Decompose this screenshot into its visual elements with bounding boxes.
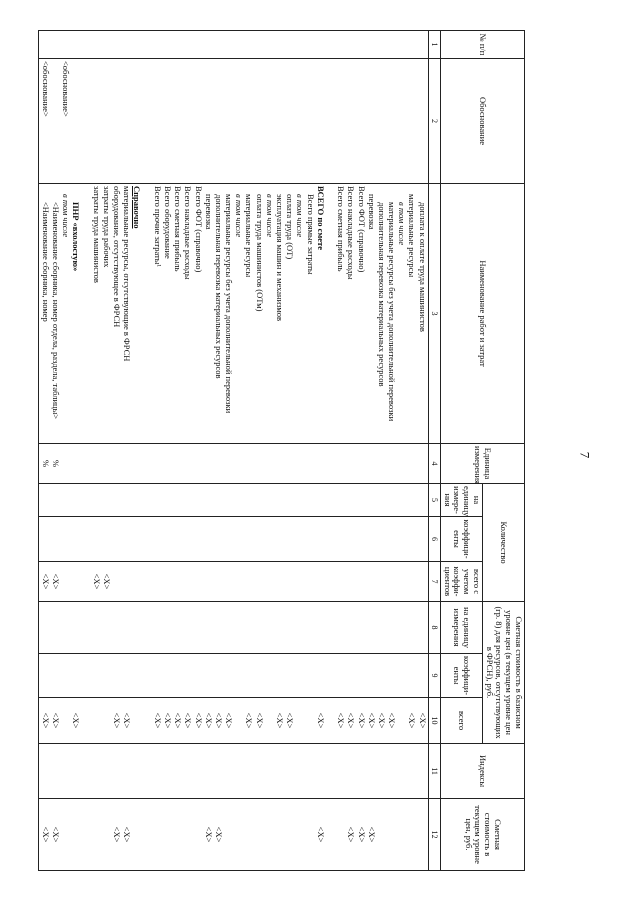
row-unit-34 bbox=[80, 446, 90, 481]
row-basis-3 bbox=[396, 61, 406, 181]
row-cost-total-22: <X> bbox=[203, 712, 214, 729]
row-unit-18 bbox=[243, 446, 253, 481]
row-name-8: Всего накладные расходы bbox=[346, 186, 357, 280]
row-cost-total-18: <X> bbox=[244, 712, 255, 729]
row-basis-12 bbox=[304, 61, 314, 181]
row-name-27: Всего прочие затраты¹ bbox=[152, 186, 163, 268]
row-current-cost-21: <X> bbox=[213, 826, 224, 843]
row-basis-16 bbox=[264, 61, 274, 181]
row-basis-25 bbox=[172, 61, 182, 181]
row-unit-36 bbox=[60, 446, 70, 481]
row-basis-30 bbox=[121, 61, 131, 181]
header-col-cost-coefficients: коэффици-енты bbox=[440, 654, 482, 698]
row-name-32: затраты труда рабочих bbox=[101, 186, 112, 268]
row-basis-24 bbox=[182, 61, 192, 181]
row-basis-11 bbox=[315, 61, 325, 181]
row-cost-total-8: <X> bbox=[346, 712, 357, 729]
row-cost-total-24: <X> bbox=[183, 712, 194, 729]
row-name-18: материальные ресурсы bbox=[244, 194, 255, 278]
row-cost-total-28 bbox=[141, 700, 151, 741]
row-qty-total-6 bbox=[366, 564, 376, 599]
row-current-cost-38: <X> bbox=[40, 826, 51, 843]
row-current-cost-1 bbox=[417, 801, 427, 868]
estimate-table bbox=[38, 30, 525, 871]
row-current-cost-36 bbox=[60, 801, 70, 868]
row-name-14: оплата труда (ОТ) bbox=[285, 194, 296, 260]
row-unit-6 bbox=[366, 446, 376, 481]
column-number: 7 bbox=[428, 562, 440, 602]
row-unit-10 bbox=[325, 446, 335, 481]
row-current-cost-9 bbox=[335, 801, 345, 868]
row-current-cost-14 bbox=[284, 801, 294, 868]
row-cost-total-3 bbox=[396, 700, 406, 741]
row-qty-total-34 bbox=[80, 564, 90, 599]
row-name-23: Всего ФОТ (справочно) bbox=[193, 186, 204, 273]
row-qty-total-9 bbox=[335, 564, 345, 599]
row-current-cost-35 bbox=[70, 801, 80, 868]
row-current-cost-19 bbox=[233, 801, 243, 868]
row-current-cost-30: <X> bbox=[122, 826, 133, 843]
row-qty-total-10 bbox=[325, 564, 335, 599]
row-cost-total-9: <X> bbox=[336, 712, 347, 729]
row-unit-31 bbox=[111, 446, 121, 481]
row-qty-total-21 bbox=[213, 564, 223, 599]
row-basis-2 bbox=[406, 61, 416, 181]
row-unit-24 bbox=[182, 446, 192, 481]
cells-number bbox=[38, 31, 428, 59]
row-basis-22 bbox=[203, 61, 213, 181]
header-col-indices: Индексы bbox=[440, 744, 524, 799]
column-number: 5 bbox=[428, 484, 440, 517]
row-name-5: дополнительная перевозка материальных ресурсов bbox=[376, 202, 387, 387]
row-name-37: <Наименование сборника, номер отдела, раздела, таблицы> bbox=[50, 202, 61, 420]
row-cost-total-14: <X> bbox=[285, 712, 296, 729]
row-current-cost-37: <X> bbox=[50, 826, 61, 843]
row-cost-total-16 bbox=[264, 700, 274, 741]
row-current-cost-5 bbox=[376, 801, 386, 868]
row-cost-total-33 bbox=[91, 700, 101, 741]
row-cost-total-12 bbox=[304, 700, 314, 741]
row-cost-total-20: <X> bbox=[224, 712, 235, 729]
column-number-row bbox=[428, 31, 440, 871]
row-qty-total-2 bbox=[406, 564, 416, 599]
column-number: 11 bbox=[428, 744, 440, 799]
column-number: 9 bbox=[428, 654, 440, 698]
row-qty-total-24 bbox=[182, 564, 192, 599]
row-qty-total-1 bbox=[417, 564, 427, 599]
column-number: 12 bbox=[428, 799, 440, 871]
cells-cost-per-unit bbox=[38, 602, 428, 654]
header-col-per-unit: на единицу измере-ния bbox=[440, 484, 482, 517]
row-name-34 bbox=[80, 186, 90, 441]
column-number: 10 bbox=[428, 698, 440, 744]
row-basis-26 bbox=[162, 61, 172, 181]
row-unit-12 bbox=[304, 446, 314, 481]
row-qty-total-25 bbox=[172, 564, 182, 599]
row-unit-27 bbox=[152, 446, 162, 481]
row-basis-28 bbox=[141, 61, 151, 181]
row-basis-8 bbox=[345, 61, 355, 181]
row-unit-8 bbox=[345, 446, 355, 481]
row-unit-3 bbox=[396, 446, 406, 481]
row-name-17: оплата труда машинистов (ОТм) bbox=[254, 194, 265, 312]
row-cost-total-21: <X> bbox=[213, 712, 224, 729]
row-cost-total-19 bbox=[233, 700, 243, 741]
row-cost-total-34 bbox=[80, 700, 90, 741]
row-unit-13 bbox=[294, 446, 304, 481]
row-qty-total-4 bbox=[386, 564, 396, 599]
row-name-35: ПНР «вхолостую» bbox=[71, 202, 82, 272]
header-cost-group: Сметная стоимость в базисном уровне цен (в текущем уровне цен (гр. 8) для ресурсов, отсутствующих в ФРСН), руб. bbox=[482, 602, 524, 744]
row-basis-17 bbox=[254, 61, 264, 181]
row-unit-5 bbox=[376, 446, 386, 481]
column-number: 6 bbox=[428, 517, 440, 562]
row-current-cost-6: <X> bbox=[366, 826, 377, 843]
row-qty-total-28 bbox=[141, 564, 151, 599]
row-basis-14 bbox=[284, 61, 294, 181]
row-current-cost-2 bbox=[406, 801, 416, 868]
column-number: 2 bbox=[428, 59, 440, 184]
row-qty-total-13 bbox=[294, 564, 304, 599]
row-unit-37: % bbox=[50, 459, 61, 468]
row-unit-35 bbox=[70, 446, 80, 481]
row-unit-30 bbox=[121, 446, 131, 481]
row-basis-6 bbox=[366, 61, 376, 181]
row-unit-16 bbox=[264, 446, 274, 481]
row-name-22: перевозка bbox=[203, 194, 214, 230]
cells-qty-total bbox=[38, 562, 428, 602]
row-current-cost-32 bbox=[101, 801, 111, 868]
row-basis-34 bbox=[80, 61, 90, 181]
header-col-current-cost: Сметная стоимость в текущем уровне цен, руб. bbox=[440, 799, 524, 871]
row-cost-total-4: <X> bbox=[387, 712, 398, 729]
row-name-4: материальные ресурсы без учета дополнительной перевозки bbox=[387, 202, 398, 422]
row-current-cost-26 bbox=[162, 801, 172, 868]
row-cost-total-17: <X> bbox=[254, 712, 265, 729]
row-basis-37 bbox=[50, 61, 60, 181]
header-col-unit: Единица измерения bbox=[440, 444, 524, 484]
row-current-cost-23 bbox=[192, 801, 202, 868]
row-cost-total-38: <X> bbox=[40, 712, 51, 729]
row-cost-total-2: <X> bbox=[407, 712, 418, 729]
row-qty-total-19 bbox=[233, 564, 243, 599]
row-qty-total-35 bbox=[70, 564, 80, 599]
row-cost-total-26: <X> bbox=[163, 712, 173, 729]
row-current-cost-25 bbox=[172, 801, 182, 868]
row-current-cost-11: <X> bbox=[315, 826, 326, 843]
row-current-cost-18 bbox=[243, 801, 253, 868]
row-current-cost-16 bbox=[264, 801, 274, 868]
row-qty-total-22 bbox=[203, 564, 213, 599]
row-name-36: в том числе bbox=[61, 194, 72, 238]
column-number: 8 bbox=[428, 602, 440, 654]
header-col-number: № п/п bbox=[440, 31, 524, 59]
cells-current-cost bbox=[38, 799, 428, 871]
row-current-cost-15 bbox=[274, 801, 284, 868]
row-unit-32 bbox=[101, 446, 111, 481]
row-qty-total-17 bbox=[254, 564, 264, 599]
header-col-cost-per-unit: на единицу измерения bbox=[440, 602, 482, 654]
row-basis-18 bbox=[243, 61, 253, 181]
row-name-28 bbox=[141, 186, 151, 441]
row-name-20: материальные ресурсы без учета дополнительной перевозки bbox=[224, 194, 235, 414]
row-qty-total-8 bbox=[345, 564, 355, 599]
row-cost-total-1: <X> bbox=[417, 712, 428, 729]
row-basis-31 bbox=[111, 61, 121, 181]
row-name-30: материальные ресурсы, отсутствующие в ФРСН bbox=[122, 186, 133, 362]
row-unit-17 bbox=[254, 446, 264, 481]
row-basis-1 bbox=[417, 61, 427, 181]
row-cost-total-25: <X> bbox=[173, 712, 184, 729]
row-basis-5 bbox=[376, 61, 386, 181]
page-number: 7 bbox=[577, 451, 593, 459]
row-unit-11 bbox=[315, 446, 325, 481]
row-current-cost-31: <X> bbox=[112, 826, 123, 843]
row-unit-29 bbox=[131, 446, 141, 481]
row-qty-total-20 bbox=[223, 564, 233, 599]
row-name-19: в том числе bbox=[234, 194, 245, 238]
cells-coefficients bbox=[38, 517, 428, 562]
row-basis-4 bbox=[386, 61, 396, 181]
row-name-38: <Наименование сборника, номер bbox=[40, 202, 51, 322]
row-basis-20 bbox=[223, 61, 233, 181]
row-basis-32 bbox=[101, 61, 111, 181]
row-qty-total-27 bbox=[152, 564, 162, 599]
row-current-cost-12 bbox=[304, 801, 314, 868]
row-unit-23 bbox=[192, 446, 202, 481]
row-qty-total-36 bbox=[60, 564, 70, 599]
row-unit-4 bbox=[386, 446, 396, 481]
row-basis-15 bbox=[274, 61, 284, 181]
row-unit-33 bbox=[91, 446, 101, 481]
row-cost-total-5: <X> bbox=[376, 712, 387, 729]
row-name-25: Всего сметная прибыль bbox=[173, 186, 184, 272]
row-name-24: Всего накладные расходы bbox=[183, 186, 194, 280]
row-basis-35 bbox=[70, 61, 80, 181]
header-col-name: Наименование работ и затрат bbox=[440, 184, 524, 444]
row-basis-9 bbox=[335, 61, 345, 181]
row-cost-total-30: <X> bbox=[122, 712, 133, 729]
row-qty-total-38: <X> bbox=[40, 573, 51, 590]
row-qty-total-11 bbox=[315, 564, 325, 599]
row-basis-13 bbox=[294, 61, 304, 181]
row-name-12: Всего прямые затраты bbox=[305, 194, 316, 275]
row-current-cost-22: <X> bbox=[203, 826, 214, 843]
row-current-cost-3 bbox=[396, 801, 406, 868]
table-body-row bbox=[38, 31, 428, 871]
row-name-21: дополнительная перевозка материальных ресурсов bbox=[213, 194, 224, 379]
row-cost-total-37: <X> bbox=[50, 712, 61, 729]
row-unit-26 bbox=[162, 446, 172, 481]
row-name-2: материальные ресурсы bbox=[407, 194, 418, 278]
row-unit-2 bbox=[406, 446, 416, 481]
row-basis-7 bbox=[355, 61, 365, 181]
row-name-26: Всего оборудование bbox=[163, 186, 173, 259]
row-basis-29 bbox=[131, 61, 141, 181]
row-qty-total-15 bbox=[274, 564, 284, 599]
row-current-cost-7: <X> bbox=[356, 826, 367, 843]
row-basis-23 bbox=[192, 61, 202, 181]
row-cost-total-15: <X> bbox=[275, 712, 286, 729]
row-name-11: ВСЕГО по смете bbox=[315, 186, 326, 250]
row-current-cost-13 bbox=[294, 801, 304, 868]
row-basis-38: <обоснование> bbox=[40, 61, 51, 117]
cells-cost-total bbox=[38, 698, 428, 744]
column-number: 3 bbox=[428, 184, 440, 444]
row-name-6: перевозка bbox=[366, 194, 377, 230]
row-unit-14 bbox=[284, 446, 294, 481]
row-unit-38: % bbox=[40, 459, 51, 468]
row-qty-total-5 bbox=[376, 564, 386, 599]
row-qty-total-32: <X> bbox=[101, 573, 112, 590]
cells-unit bbox=[38, 444, 428, 484]
row-current-cost-29 bbox=[131, 801, 141, 868]
row-cost-total-35: <X> bbox=[71, 712, 82, 729]
row-cost-total-31: <X> bbox=[112, 712, 123, 729]
row-name-1: доплата к оплате труда машинистов bbox=[417, 202, 428, 332]
row-basis-21 bbox=[213, 61, 223, 181]
row-basis-36: <обоснование> bbox=[61, 61, 72, 117]
row-name-33: затраты труда машинистов bbox=[91, 186, 102, 283]
row-unit-25 bbox=[172, 446, 182, 481]
row-cost-total-10 bbox=[325, 700, 335, 741]
row-unit-9 bbox=[335, 446, 345, 481]
row-name-13: в том числе bbox=[295, 194, 306, 238]
row-cost-total-29 bbox=[131, 700, 141, 741]
row-name-9: Всего сметная прибыль bbox=[336, 186, 347, 272]
row-cost-total-27: <X> bbox=[152, 712, 163, 729]
row-cost-total-23: <X> bbox=[193, 712, 204, 729]
row-unit-20 bbox=[223, 446, 233, 481]
row-current-cost-20 bbox=[223, 801, 233, 868]
row-name-10 bbox=[325, 186, 335, 441]
row-cost-total-6: <X> bbox=[366, 712, 377, 729]
row-cost-total-7: <X> bbox=[356, 712, 367, 729]
header-col-basis: Обоснование bbox=[440, 59, 524, 184]
row-cost-total-32 bbox=[101, 700, 111, 741]
row-name-31: оборудование, отсутствующее в ФРСН bbox=[112, 186, 123, 328]
row-basis-33 bbox=[91, 61, 101, 181]
header-col-cost-total: всего bbox=[440, 698, 482, 744]
row-unit-21 bbox=[213, 446, 223, 481]
row-name-7: Всего ФОТ (справочно) bbox=[356, 186, 367, 273]
row-qty-total-33: <X> bbox=[91, 573, 102, 590]
row-current-cost-34 bbox=[80, 801, 90, 868]
row-name-3: в том числе bbox=[397, 202, 408, 246]
row-qty-total-26 bbox=[162, 564, 172, 599]
row-qty-total-30 bbox=[121, 564, 131, 599]
row-unit-1 bbox=[417, 446, 427, 481]
row-name-16: в том числе bbox=[264, 194, 275, 238]
row-qty-total-3 bbox=[396, 564, 406, 599]
row-current-cost-17 bbox=[254, 801, 264, 868]
row-unit-7 bbox=[355, 446, 365, 481]
row-qty-total-14 bbox=[284, 564, 294, 599]
row-current-cost-24 bbox=[182, 801, 192, 868]
row-current-cost-28 bbox=[141, 801, 151, 868]
row-qty-total-37: <X> bbox=[50, 573, 61, 590]
row-qty-total-16 bbox=[264, 564, 274, 599]
row-basis-27 bbox=[152, 61, 162, 181]
column-number: 1 bbox=[428, 31, 440, 59]
row-name-29: Справочно bbox=[132, 186, 143, 229]
row-current-cost-33 bbox=[91, 801, 101, 868]
cells-indices bbox=[38, 744, 428, 799]
row-basis-19 bbox=[233, 61, 243, 181]
row-qty-total-29 bbox=[131, 564, 141, 599]
row-cost-total-11: <X> bbox=[315, 712, 326, 729]
row-qty-total-12 bbox=[304, 564, 314, 599]
header-quantity-group: Количество bbox=[482, 484, 524, 602]
row-unit-15 bbox=[274, 446, 284, 481]
row-current-cost-27 bbox=[152, 801, 162, 868]
row-unit-19 bbox=[233, 446, 243, 481]
row-qty-total-18 bbox=[243, 564, 253, 599]
row-unit-22 bbox=[203, 446, 213, 481]
row-current-cost-10 bbox=[325, 801, 335, 868]
row-cost-total-13 bbox=[294, 700, 304, 741]
estimate-sheet bbox=[0, 30, 525, 890]
row-current-cost-8: <X> bbox=[346, 826, 357, 843]
cells-cost-coefficients bbox=[38, 654, 428, 698]
cells-per-unit bbox=[38, 484, 428, 517]
row-unit-28 bbox=[141, 446, 151, 481]
row-qty-total-31 bbox=[111, 564, 121, 599]
row-qty-total-7 bbox=[355, 564, 365, 599]
cells-basis bbox=[38, 59, 428, 184]
row-name-15: эксплуатация машин и механизмов bbox=[275, 194, 286, 322]
row-cost-total-36 bbox=[60, 700, 70, 741]
cells-name bbox=[38, 184, 428, 444]
row-qty-total-23 bbox=[192, 564, 202, 599]
header-col-total-with-coef: всего с учетом коэффи-циентов bbox=[440, 562, 482, 602]
row-basis-10 bbox=[325, 61, 335, 181]
header-col-coefficients: коэффици-енты bbox=[440, 517, 482, 562]
row-current-cost-4 bbox=[386, 801, 396, 868]
column-number: 4 bbox=[428, 444, 440, 484]
